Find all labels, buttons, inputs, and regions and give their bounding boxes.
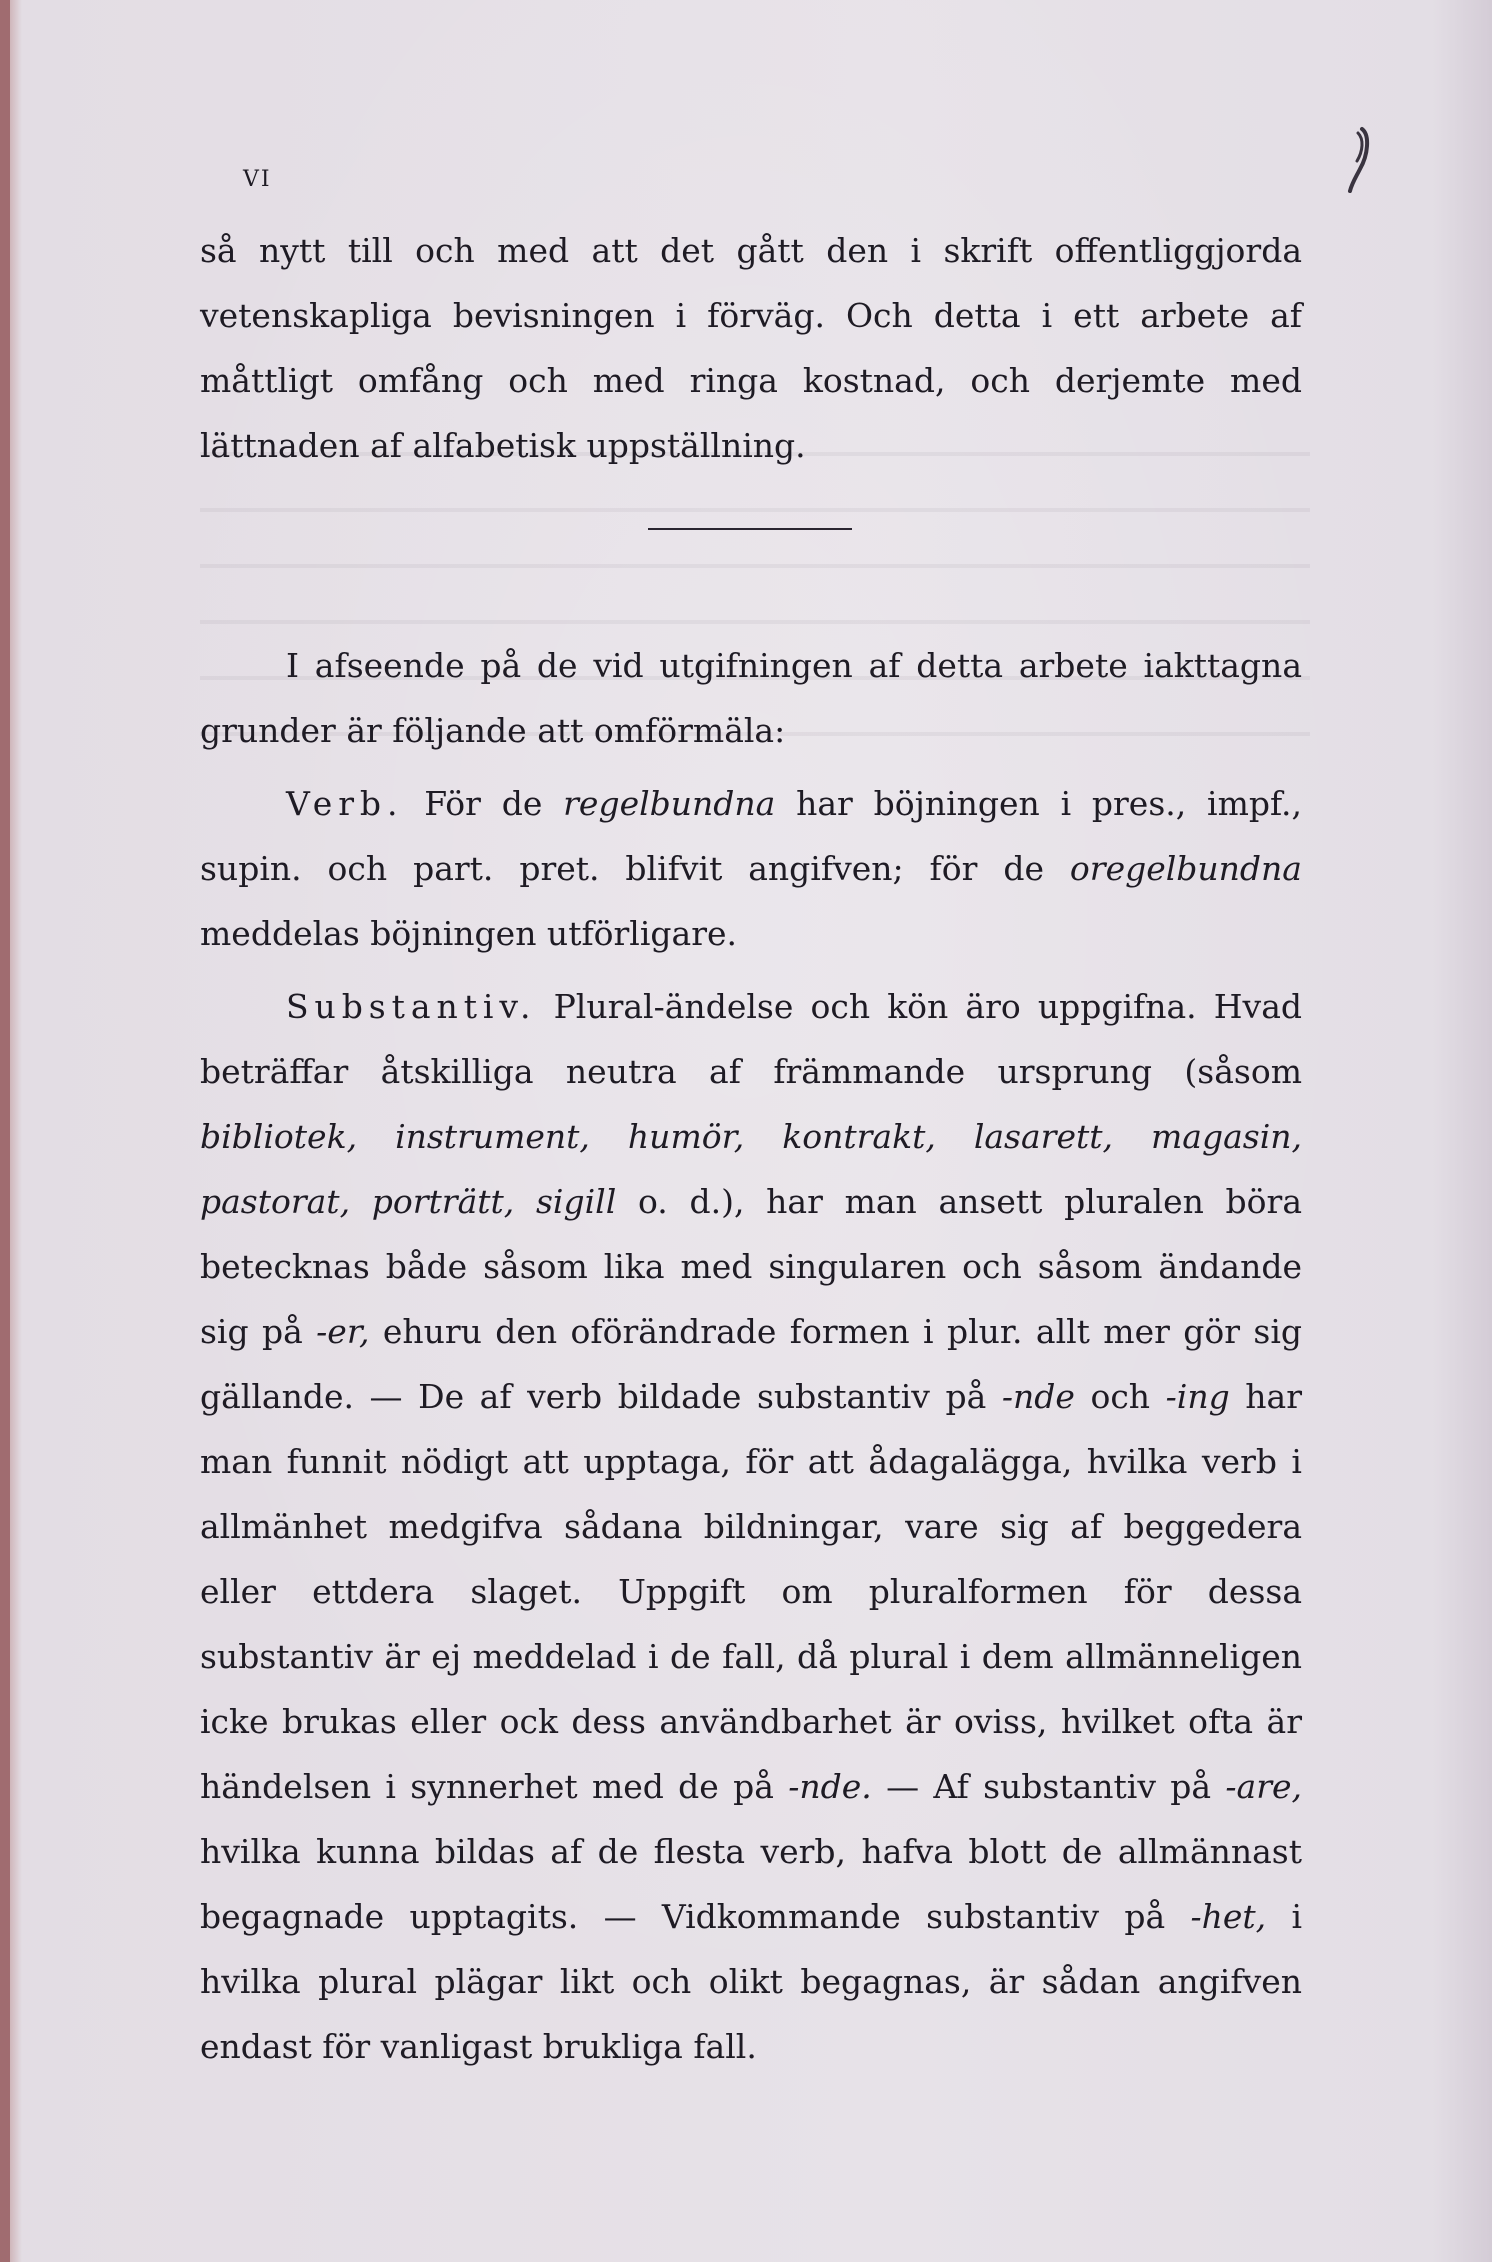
substantiv-italic-7: -het,: [1190, 1897, 1267, 1936]
verb-paragraph: [200, 771, 1302, 966]
substantiv-text-3: ehuru den oförändrade formen i plur. allt mer gör sig gällande. — De af verb bildade substantiv på: [200, 1312, 1302, 1416]
substantiv-italic-3: -nde: [1001, 1377, 1075, 1416]
verb-text-2: har böjningen i pres., impf., supin. och part. pret. blifvit angifven; för de: [200, 784, 1302, 888]
page-number: VI: [243, 167, 272, 192]
opening-paragraph: [200, 218, 1302, 478]
substantiv-text-5: har man funnit nödigt att upptaga, för att ådagalägga, hvilka verb i allmänhet medgifva sådana bildningar, vare sig af beggedera eller ettdera slaget. Uppgift om pluralformen för dessa substantiv är ej meddelad i de fall, då plural i dem allmänneligen icke brukas eller ock dess användbarhet är oviss, hvilket ofta är händelsen i synnerhet med de på: [200, 1377, 1302, 1806]
substantiv-italic-4: -ing: [1165, 1377, 1230, 1416]
substantiv-text-7: hvilka kunna bildas af de flesta verb, hafva blott de allmännast begagnade upptagits. — Vidkommande substantiv på: [200, 1832, 1302, 1936]
pencil-mark: [1344, 125, 1374, 195]
substantiv-italic-2: -er,: [316, 1312, 370, 1351]
paragraph-continuation: så nytt till och med att det gått den i skrift offentliggjorda vetenskapliga bevisningen i förväg. Och detta i ett arbete af måttligt omfång och med ringa kostnad, och derjemte med lättnaden af alfabetisk uppställning.: [200, 231, 1302, 465]
verb-heading: Verb.: [286, 784, 404, 823]
substantiv-text-4: och: [1074, 1377, 1166, 1416]
substantiv-text-8: i hvilka plural plägar likt och olikt begagnas, är sådan angifven endast för vanligast brukliga fall.: [200, 1897, 1302, 2066]
intro-paragraph: I afseende på de vid utgifningen af detta arbete iakttagna grunder är följande att omförmäla:: [200, 646, 1302, 750]
verb-italic-2: oregelbundna: [1069, 849, 1302, 888]
substantiv-italic-5: -nde.: [788, 1767, 872, 1806]
substantiv-text-2: o. d.), har man ansett pluralen böra betecknas både såsom lika med singularen och såsom ändande sig på: [200, 1182, 1303, 1351]
substantiv-text-1: Plural-ändelse och kön äro uppgifna. Hvad beträffar åtskilliga neutra af främmande ursprung (såsom: [200, 987, 1302, 1091]
verb-text-3: meddelas böjningen utförligare.: [200, 914, 738, 953]
principles-section: [200, 633, 1302, 2079]
substantiv-paragraph: [200, 974, 1302, 2079]
binding-edge: [0, 0, 10, 2262]
substantiv-heading: Substantiv.: [286, 987, 537, 1026]
section-divider: [648, 528, 852, 530]
verb-text-1: För de: [403, 784, 564, 823]
substantiv-text-6: — Af substantiv på: [871, 1767, 1226, 1806]
verb-italic-1: regelbundna: [563, 784, 776, 823]
substantiv-italic-1: bibliotek, instrument, humör, kontrakt, lasarett, magasin, pastorat, porträtt, sigill: [200, 1117, 1302, 1221]
substantiv-italic-6: -are,: [1225, 1767, 1302, 1806]
